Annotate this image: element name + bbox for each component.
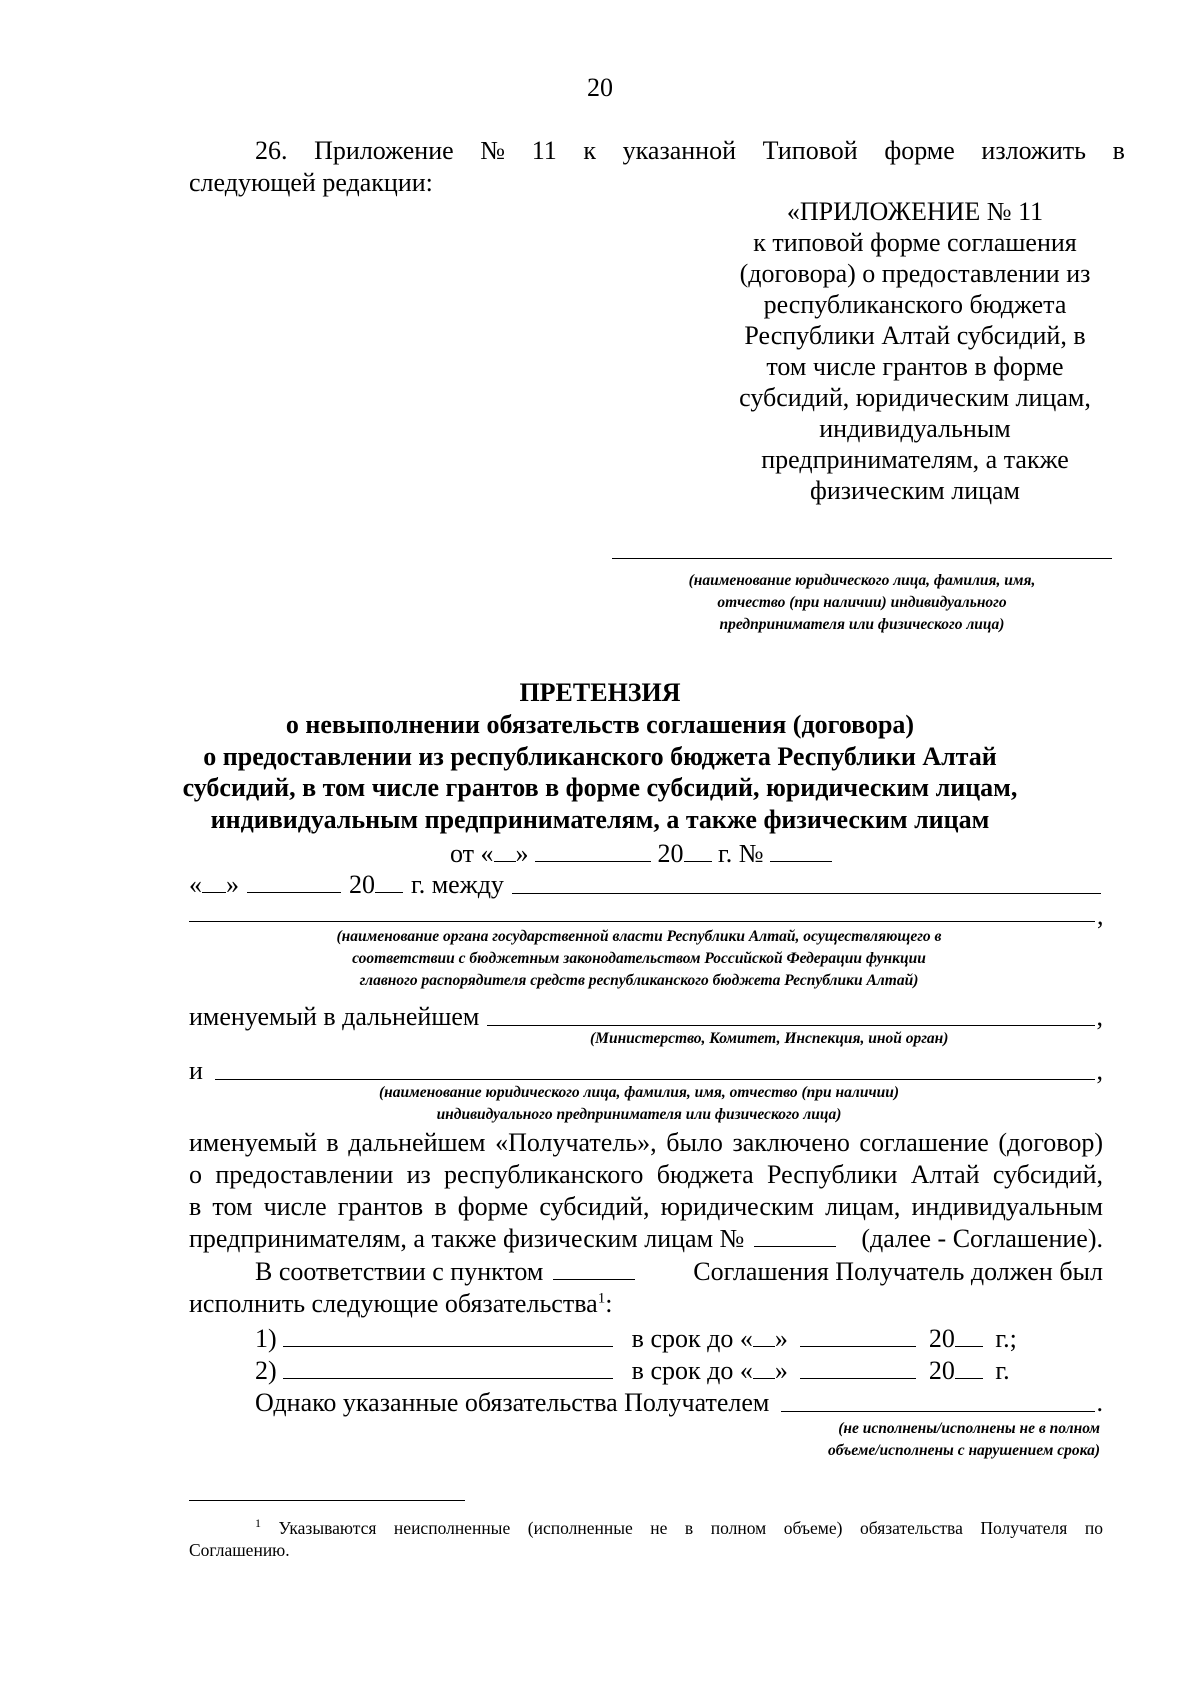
day-blank[interactable] xyxy=(494,839,516,862)
intro-word: № xyxy=(480,136,506,165)
however-line xyxy=(255,1387,1103,1418)
document-title: ПРЕТЕНЗИЯ xyxy=(519,678,681,707)
appendix-line: субсидий, юридическим лицам, xyxy=(739,383,1091,412)
recipient-caption xyxy=(612,570,1112,636)
status-caption xyxy=(700,1418,1100,1462)
page-number: 20 xyxy=(587,73,613,102)
period: . xyxy=(1096,1388,1103,1417)
agreement-number-blank[interactable] xyxy=(754,1224,836,1247)
footnote-text: Указываются неисполненные (исполненные не в полном объеме) обязательства Получателя по xyxy=(278,1518,1103,1538)
paragraph-text: (далее - Соглашение). xyxy=(861,1224,1103,1253)
intro-word: форме xyxy=(884,136,955,165)
appendix-line: «ПРИЛОЖЕНИЕ № 11 xyxy=(786,197,1044,226)
year-blank[interactable] xyxy=(375,870,403,893)
paragraph-text: В соответствии с пунктом xyxy=(255,1257,544,1286)
date-close-quote: » xyxy=(515,839,529,868)
footnote-separator xyxy=(189,1500,465,1501)
number-blank[interactable] xyxy=(770,839,832,862)
obligation-term: в срок до « xyxy=(631,1356,753,1385)
intro-word: Приложение xyxy=(314,136,454,165)
paragraph-line: именуемый в дальнейшем «Получатель», было заключено соглашение (договор) xyxy=(189,1128,1103,1157)
year-prefix: 20 xyxy=(928,1324,955,1353)
month-blank[interactable] xyxy=(800,1324,916,1347)
close-quote: » xyxy=(774,1324,788,1353)
obligation-1 xyxy=(255,1323,1017,1354)
entity-blank[interactable] xyxy=(215,1055,1095,1080)
footnote-ref[interactable]: 1 xyxy=(597,1290,606,1307)
organ-caption xyxy=(189,926,1089,992)
appendix-line: предпринимателям, а также xyxy=(761,445,1069,474)
caption-line: предпринимателя или физического лица) xyxy=(719,616,1005,633)
recipient-blank-line xyxy=(612,558,1112,559)
caption-line: (наименование органа государственной власти Республики Алтай, осуществляющего в xyxy=(336,928,942,945)
obligation-2 xyxy=(255,1355,1010,1386)
paragraph-text: : xyxy=(605,1289,613,1318)
appendix-line: физическим лицам xyxy=(809,476,1021,505)
obligation-term: в срок до « xyxy=(631,1324,753,1353)
intro-word: 26. xyxy=(255,136,288,165)
caption-line: главного распорядителя средств республиканского бюджета Республики Алтай) xyxy=(359,972,919,989)
number-label: г. № xyxy=(718,839,764,868)
paragraph-1-last-line xyxy=(189,1223,1103,1254)
named-label: именуемый в дальнейшем xyxy=(189,1002,480,1031)
appendix-line: Республики Алтай субсидий, в xyxy=(744,321,1086,350)
appendix-line: индивидуальным xyxy=(819,414,1011,443)
appendix-header xyxy=(725,196,1105,506)
ministry-caption: (Министерство, Комитет, Инспекция, иной орган) xyxy=(590,1030,949,1047)
month-blank[interactable] xyxy=(247,870,341,893)
organ-blank[interactable] xyxy=(512,869,1101,894)
paragraph-line: в том числе грантов в форме субсидий, юридическим лицам, индивидуальным xyxy=(189,1192,1103,1221)
open-quote: « xyxy=(189,870,202,899)
intro-word: Типовой xyxy=(762,136,858,165)
close-quote: » xyxy=(774,1356,788,1385)
caption-line: объеме/исполнены с нарушением срока) xyxy=(827,1442,1100,1459)
obligation-end: г.; xyxy=(995,1324,1017,1353)
comma: , xyxy=(1096,1056,1103,1085)
footnote-line-2: Соглашению. xyxy=(189,1540,290,1560)
date-from-label: от « xyxy=(450,839,494,868)
obligation-blank[interactable] xyxy=(283,1356,613,1379)
subtitle-line: индивидуальным предпринимателям, а также физическим лицам xyxy=(210,804,990,834)
caption-line: (не исполнены/исполнены не в полном xyxy=(838,1420,1100,1437)
day-blank[interactable] xyxy=(753,1324,775,1347)
day-blank[interactable] xyxy=(753,1356,775,1379)
however-text: Однако указанные обязательства Получателем xyxy=(255,1388,770,1417)
appendix-line: (договора) о предоставлении из xyxy=(739,259,1091,288)
appendix-line: к типовой форме соглашения xyxy=(753,228,1077,257)
caption-line: отчество (при наличии) индивидуального xyxy=(717,594,1007,611)
paragraph-text: исполнить следующие обязательства xyxy=(189,1289,598,1318)
entity-caption xyxy=(189,1082,1089,1126)
and-word: и xyxy=(189,1056,203,1085)
caption-line: соответствии с бюджетным законодательством Российской Федерации функции xyxy=(352,950,926,967)
comma: , xyxy=(1097,901,1104,930)
clause-number-blank[interactable] xyxy=(553,1257,635,1280)
comma: , xyxy=(1096,1002,1103,1031)
paragraph-1 xyxy=(189,1127,1103,1223)
year-prefix: 20 xyxy=(349,870,375,899)
subtitle-line: о предоставлении из республиканского бюджета Республики Алтай xyxy=(203,741,997,771)
paragraph-text: Соглашения Получатель должен был xyxy=(693,1257,1103,1286)
subtitle-line: о невыполнении обязательств соглашения (договора) xyxy=(285,710,915,739)
between-line xyxy=(189,869,1103,900)
caption-line: (наименование юридического лица, фамилия, имя, xyxy=(688,572,1036,589)
obligation-number: 1) xyxy=(255,1324,277,1353)
year-blank[interactable] xyxy=(684,839,712,862)
organ-blank-line-2[interactable] xyxy=(189,921,1095,922)
footnote-mark: 1 xyxy=(255,1516,261,1531)
paragraph-line: о предоставлении из республиканского бюджета Республики Алтай субсидий, xyxy=(189,1160,1103,1189)
appendix-line: республиканского бюджета xyxy=(763,290,1067,319)
day-blank[interactable] xyxy=(202,870,226,893)
obligation-number: 2) xyxy=(255,1356,277,1385)
document-subtitle xyxy=(150,709,1050,835)
footnote xyxy=(189,1517,1103,1561)
between-text: г. между xyxy=(411,870,504,899)
paragraph-2-line-2 xyxy=(189,1288,612,1319)
status-blank[interactable] xyxy=(781,1387,1094,1412)
footnote-line-1 xyxy=(189,1517,1103,1539)
intro-word: изложить xyxy=(981,136,1087,165)
intro-word: указанной xyxy=(622,136,737,165)
month-blank[interactable] xyxy=(800,1356,916,1379)
caption-line: (наименование юридического лица, фамилия, имя, отчество (при наличии) xyxy=(378,1084,900,1101)
caption-line: индивидуального предпринимателя или физического лица) xyxy=(436,1106,842,1123)
organ-type-blank[interactable] xyxy=(487,1001,1094,1026)
intro-line-2: следующей редакции: xyxy=(189,168,433,197)
subtitle-line: субсидий, в том числе грантов в форме субсидий, юридическим лицам, xyxy=(182,773,1018,802)
month-blank[interactable] xyxy=(535,839,651,862)
obligation-blank[interactable] xyxy=(283,1324,613,1347)
year-blank[interactable] xyxy=(955,1356,983,1379)
intro-word: 11 xyxy=(531,136,557,165)
year-prefix: 20 xyxy=(928,1356,955,1385)
date-line xyxy=(450,838,832,869)
intro-word: к xyxy=(583,136,597,165)
year-prefix: 20 xyxy=(657,839,684,868)
appendix-line: том числе грантов в форме xyxy=(766,352,1064,381)
intro-line-1 xyxy=(255,135,1125,166)
paragraph-text: предпринимателям, а также физическим лицам № xyxy=(189,1224,745,1253)
paragraph-2-line-1 xyxy=(255,1256,1103,1287)
obligation-end: г. xyxy=(995,1356,1010,1385)
close-quote: » xyxy=(226,870,239,899)
year-blank[interactable] xyxy=(955,1324,983,1347)
intro-word: в xyxy=(1112,136,1125,165)
